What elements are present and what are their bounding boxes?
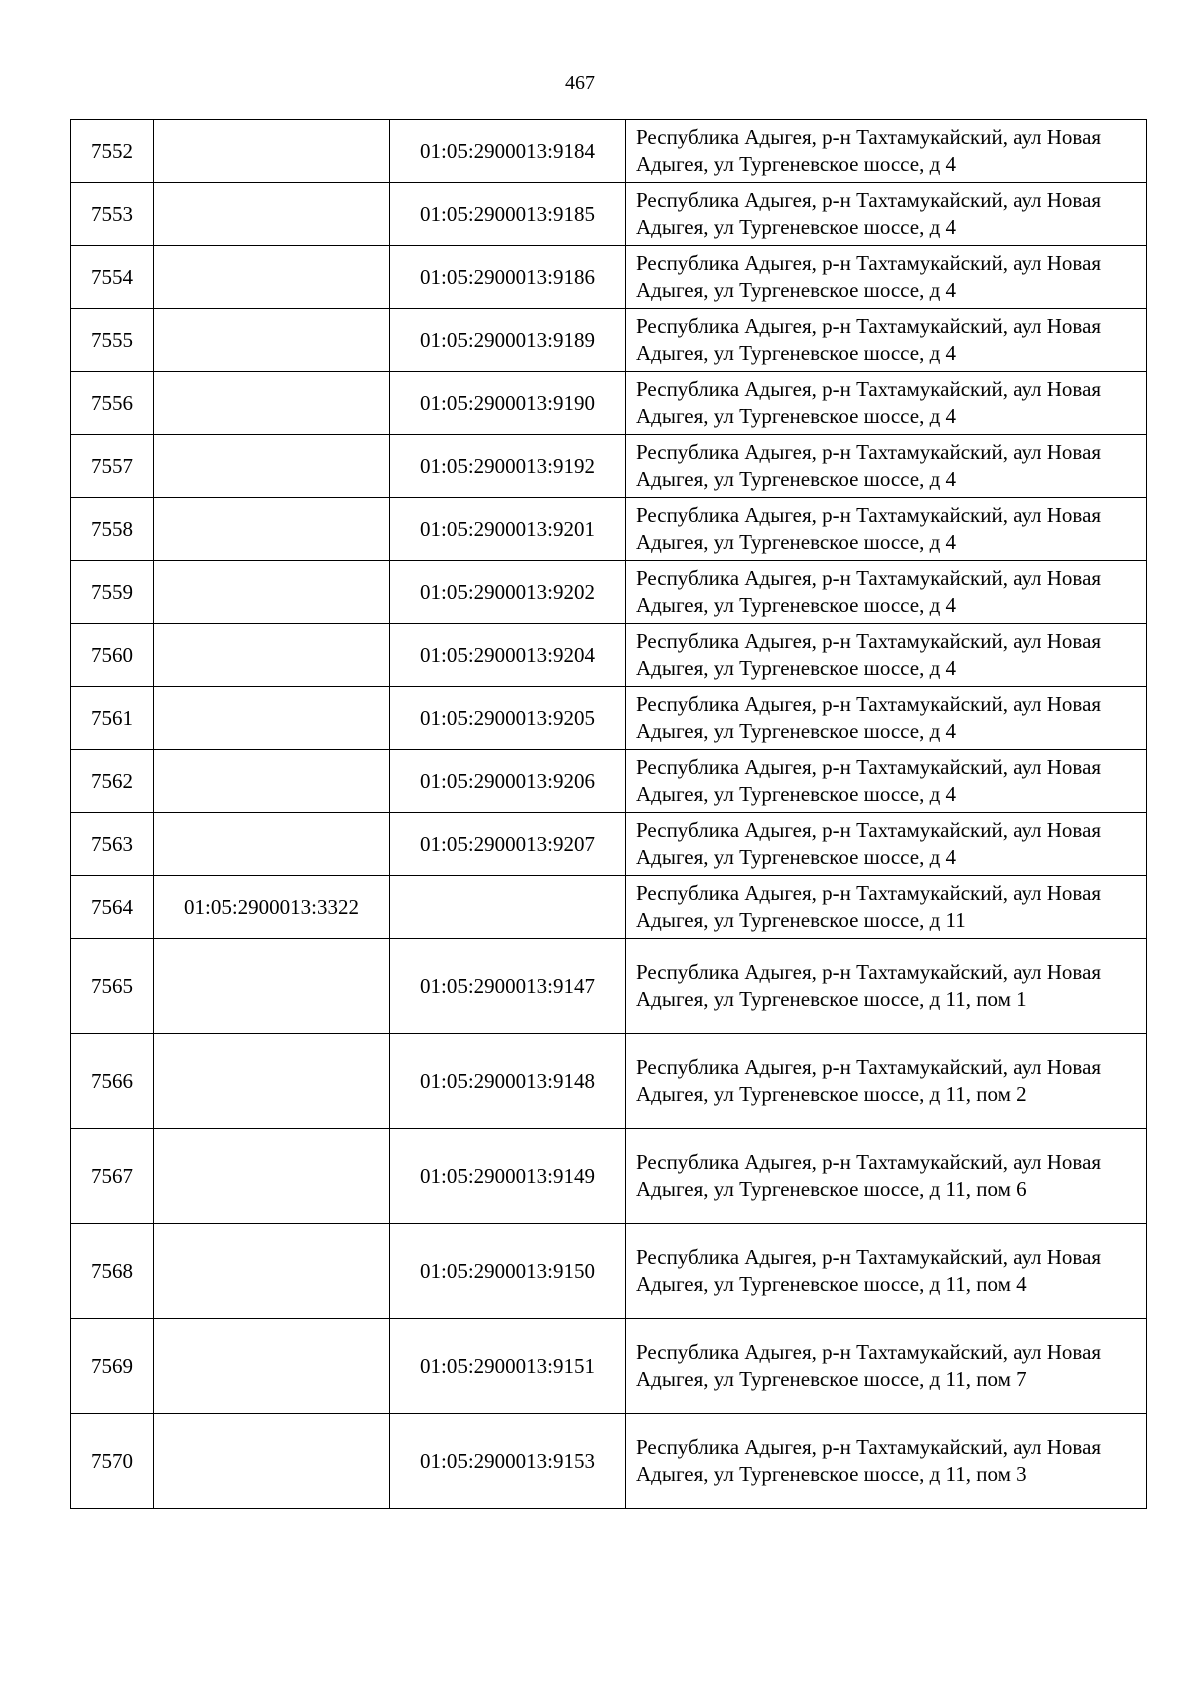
address-cell: Республика Адыгея, р-н Тахтамукайский, аул Новая Адыгея, ул Тургеневское шоссе, д 4 bbox=[626, 309, 1147, 372]
address-cell: Республика Адыгея, р-н Тахтамукайский, аул Новая Адыгея, ул Тургеневское шоссе, д 11, пом 1 bbox=[626, 939, 1147, 1034]
object-cadastral-cell bbox=[390, 876, 626, 939]
land-cadastral-cell bbox=[154, 561, 390, 624]
table-row bbox=[71, 435, 1147, 498]
object-cadastral-cell: 01:05:2900013:9153 bbox=[390, 1414, 626, 1509]
object-cadastral-cell: 01:05:2900013:9151 bbox=[390, 1319, 626, 1414]
land-cadastral-cell bbox=[154, 309, 390, 372]
address-cell: Республика Адыгея, р-н Тахтамукайский, аул Новая Адыгея, ул Тургеневское шоссе, д 4 bbox=[626, 435, 1147, 498]
object-cadastral-cell: 01:05:2900013:9206 bbox=[390, 750, 626, 813]
table-row bbox=[71, 498, 1147, 561]
object-cadastral-cell: 01:05:2900013:9186 bbox=[390, 246, 626, 309]
table-row bbox=[71, 1319, 1147, 1414]
table-row bbox=[71, 372, 1147, 435]
land-cadastral-cell bbox=[154, 372, 390, 435]
address-cell: Республика Адыгея, р-н Тахтамукайский, аул Новая Адыгея, ул Тургеневское шоссе, д 11, пом 4 bbox=[626, 1224, 1147, 1319]
row-number-cell: 7558 bbox=[71, 498, 154, 561]
row-number-cell: 7560 bbox=[71, 624, 154, 687]
row-number-cell: 7562 bbox=[71, 750, 154, 813]
object-cadastral-cell: 01:05:2900013:9150 bbox=[390, 1224, 626, 1319]
land-cadastral-cell bbox=[154, 624, 390, 687]
land-cadastral-cell bbox=[154, 750, 390, 813]
table-row bbox=[71, 1224, 1147, 1319]
table-row bbox=[71, 246, 1147, 309]
table-row bbox=[71, 687, 1147, 750]
land-cadastral-cell bbox=[154, 1414, 390, 1509]
row-number-cell: 7557 bbox=[71, 435, 154, 498]
row-number-cell: 7570 bbox=[71, 1414, 154, 1509]
registry-table-body bbox=[71, 120, 1147, 1509]
address-cell: Республика Адыгея, р-н Тахтамукайский, аул Новая Адыгея, ул Тургеневское шоссе, д 4 bbox=[626, 372, 1147, 435]
table-row bbox=[71, 939, 1147, 1034]
address-cell: Республика Адыгея, р-н Тахтамукайский, аул Новая Адыгея, ул Тургеневское шоссе, д 11, пом 3 bbox=[626, 1414, 1147, 1509]
land-cadastral-cell bbox=[154, 120, 390, 183]
object-cadastral-cell: 01:05:2900013:9202 bbox=[390, 561, 626, 624]
table-row bbox=[71, 624, 1147, 687]
land-cadastral-cell bbox=[154, 435, 390, 498]
address-cell: Республика Адыгея, р-н Тахтамукайский, аул Новая Адыгея, ул Тургеневское шоссе, д 4 bbox=[626, 120, 1147, 183]
land-cadastral-cell bbox=[154, 1319, 390, 1414]
table-row bbox=[71, 309, 1147, 372]
land-cadastral-cell bbox=[154, 939, 390, 1034]
address-cell: Республика Адыгея, р-н Тахтамукайский, аул Новая Адыгея, ул Тургеневское шоссе, д 11, пом 6 bbox=[626, 1129, 1147, 1224]
page-number: 467 bbox=[565, 72, 595, 94]
address-cell: Республика Адыгея, р-н Тахтамукайский, аул Новая Адыгея, ул Тургеневское шоссе, д 11, пом 2 bbox=[626, 1034, 1147, 1129]
object-cadastral-cell: 01:05:2900013:9192 bbox=[390, 435, 626, 498]
row-number-cell: 7568 bbox=[71, 1224, 154, 1319]
row-number-cell: 7555 bbox=[71, 309, 154, 372]
address-cell: Республика Адыгея, р-н Тахтамукайский, аул Новая Адыгея, ул Тургеневское шоссе, д 4 bbox=[626, 813, 1147, 876]
object-cadastral-cell: 01:05:2900013:9149 bbox=[390, 1129, 626, 1224]
address-cell: Республика Адыгея, р-н Тахтамукайский, аул Новая Адыгея, ул Тургеневское шоссе, д 11, пом 7 bbox=[626, 1319, 1147, 1414]
object-cadastral-cell: 01:05:2900013:9204 bbox=[390, 624, 626, 687]
object-cadastral-cell: 01:05:2900013:9185 bbox=[390, 183, 626, 246]
row-number-cell: 7564 bbox=[71, 876, 154, 939]
land-cadastral-cell bbox=[154, 1129, 390, 1224]
table-row bbox=[71, 120, 1147, 183]
address-cell: Республика Адыгея, р-н Тахтамукайский, аул Новая Адыгея, ул Тургеневское шоссе, д 4 bbox=[626, 498, 1147, 561]
land-cadastral-cell bbox=[154, 1224, 390, 1319]
row-number-cell: 7567 bbox=[71, 1129, 154, 1224]
row-number-cell: 7554 bbox=[71, 246, 154, 309]
object-cadastral-cell: 01:05:2900013:9189 bbox=[390, 309, 626, 372]
object-cadastral-cell: 01:05:2900013:9207 bbox=[390, 813, 626, 876]
land-cadastral-cell bbox=[154, 1034, 390, 1129]
row-number-cell: 7563 bbox=[71, 813, 154, 876]
table-row bbox=[71, 876, 1147, 939]
row-number-cell: 7561 bbox=[71, 687, 154, 750]
address-cell: Республика Адыгея, р-н Тахтамукайский, аул Новая Адыгея, ул Тургеневское шоссе, д 4 bbox=[626, 246, 1147, 309]
table-row bbox=[71, 183, 1147, 246]
table-row bbox=[71, 1414, 1147, 1509]
address-cell: Республика Адыгея, р-н Тахтамукайский, аул Новая Адыгея, ул Тургеневское шоссе, д 4 bbox=[626, 561, 1147, 624]
land-cadastral-cell bbox=[154, 246, 390, 309]
object-cadastral-cell: 01:05:2900013:9205 bbox=[390, 687, 626, 750]
address-cell: Республика Адыгея, р-н Тахтамукайский, аул Новая Адыгея, ул Тургеневское шоссе, д 4 bbox=[626, 750, 1147, 813]
address-cell: Республика Адыгея, р-н Тахтамукайский, аул Новая Адыгея, ул Тургеневское шоссе, д 11 bbox=[626, 876, 1147, 939]
table-row bbox=[71, 750, 1147, 813]
object-cadastral-cell: 01:05:2900013:9201 bbox=[390, 498, 626, 561]
row-number-cell: 7559 bbox=[71, 561, 154, 624]
land-cadastral-cell bbox=[154, 813, 390, 876]
registry-table bbox=[70, 119, 1147, 1509]
row-number-cell: 7565 bbox=[71, 939, 154, 1034]
object-cadastral-cell: 01:05:2900013:9148 bbox=[390, 1034, 626, 1129]
land-cadastral-cell bbox=[154, 183, 390, 246]
address-cell: Республика Адыгея, р-н Тахтамукайский, аул Новая Адыгея, ул Тургеневское шоссе, д 4 bbox=[626, 183, 1147, 246]
table-row bbox=[71, 813, 1147, 876]
land-cadastral-cell: 01:05:2900013:3322 bbox=[154, 876, 390, 939]
row-number-cell: 7566 bbox=[71, 1034, 154, 1129]
row-number-cell: 7556 bbox=[71, 372, 154, 435]
table-row bbox=[71, 1129, 1147, 1224]
row-number-cell: 7569 bbox=[71, 1319, 154, 1414]
object-cadastral-cell: 01:05:2900013:9184 bbox=[390, 120, 626, 183]
address-cell: Республика Адыгея, р-н Тахтамукайский, аул Новая Адыгея, ул Тургеневское шоссе, д 4 bbox=[626, 624, 1147, 687]
table-row bbox=[71, 1034, 1147, 1129]
row-number-cell: 7552 bbox=[71, 120, 154, 183]
table-row bbox=[71, 561, 1147, 624]
object-cadastral-cell: 01:05:2900013:9190 bbox=[390, 372, 626, 435]
land-cadastral-cell bbox=[154, 687, 390, 750]
object-cadastral-cell: 01:05:2900013:9147 bbox=[390, 939, 626, 1034]
row-number-cell: 7553 bbox=[71, 183, 154, 246]
land-cadastral-cell bbox=[154, 498, 390, 561]
address-cell: Республика Адыгея, р-н Тахтамукайский, аул Новая Адыгея, ул Тургеневское шоссе, д 4 bbox=[626, 687, 1147, 750]
